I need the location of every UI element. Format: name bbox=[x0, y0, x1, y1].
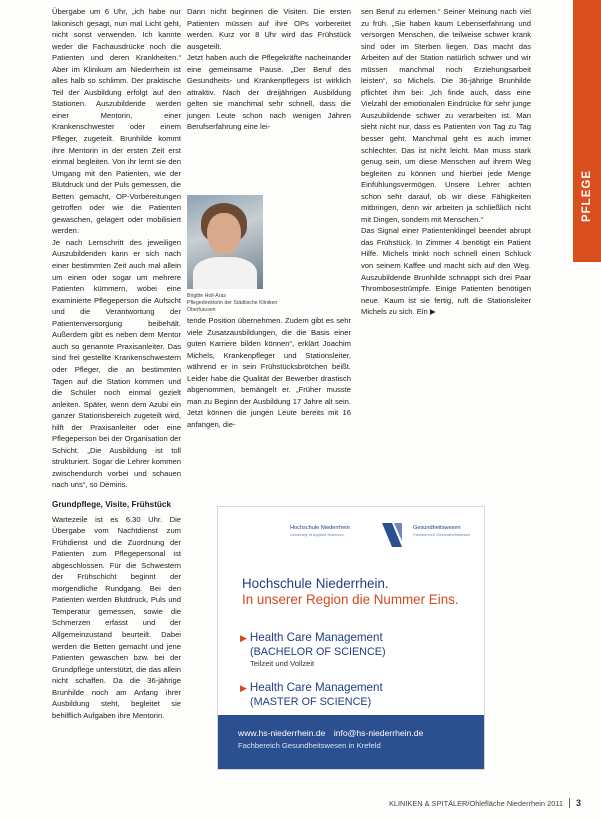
paragraph: Übergabe um 6 Uhr, „ich habe nur lakonisch gesagt, nun mal Licht geht, nicht sonst verwenden. Ich kannte weder die Fachausdrücke noch die Patienten und deren Krankheiten.“ Aber im Klinikum am Niederrhein ist alles halb so schlimm. Der praktische Teil der Ausbildung erfolgt auf den Stationen. Auszubildende werden einer Mentorin, einer Krankenschwester oder einem Pfleger, zugeteilt. Brunhilde kommt ihre Mentorin in der ersten Zeit erst einmal begleiten. Von ihr lernt sie den Umgang mit den Patienten, wie der Blutdruck und der Puls gemessen, die Betten gemacht, OP-Vorbereitungen getroffen oder wie die Patienten gewaschen, gelagert oder mobilisiert werden. bbox=[52, 7, 181, 236]
university-logo-text bbox=[290, 525, 376, 537]
arrow-right-icon: ▶ bbox=[240, 633, 247, 643]
paragraph bbox=[361, 225, 531, 317]
paragraph: Je nach Lernschritt des jeweiligen Auszubildenden kann er sich nach einer bestimmten Zeit auch mal allein um einen oder sogar um mehrere Patienten kümmern, wobei eine examinierte Pflegeperson die Aufsicht und die Verantwortung der Patientenversorgung beibehält. Außerdem gibt es neben dem Mentor auch so genannte Praxisanleiter. Das sind frei gestellte Krankenschwestern oder Pfleger, die an bestimmten Tagen auf die Station kommen und die Schüler noch einmal gezielt anleiten. Später, wenn dem Azubi ein ganzer Stationsbereich zugeteilt wird, hilft der Praxisanleiter oder eine Pflegeperson bei der Organisation der Schicht. „Die Ausbildung ist toll strukturiert. Sogar die Lehrer kommen zwischendurch vorbei und schauen nach uns“, so Demiris. bbox=[52, 237, 181, 490]
ad-contact-bar bbox=[218, 715, 484, 769]
paragraph: Jetzt haben auch die Pflegekräfte nacheinander eine gemeinsame Pause. „Der Beruf des Gesundheits- und Krankenpflegers ist wirklich attraktiv. Nach der dreijährigen Ausbildung gelten sie manchmal sehr schnell, dass die jungen Leute schon nach wenigen Jahren Berufserfahrung eine lei- bbox=[187, 53, 351, 132]
program-master bbox=[240, 681, 472, 709]
program-degree: (MASTER OF SCIENCE) bbox=[250, 695, 372, 708]
continue-arrow-icon: ▶ bbox=[429, 307, 436, 317]
article-column-middle-continued bbox=[187, 315, 351, 430]
article-column-left bbox=[52, 6, 181, 721]
logo2-tagline: Fachbereich Gesundheitswesen bbox=[413, 532, 471, 537]
photo-body bbox=[193, 257, 257, 289]
paragraph: Dann nicht beginnen die Visiten. Die ersten Patienten müssen auf ihre OPs vorbereitet werden. Kurz vor 8 Uhr wird das Frühstück ausgeteilt. bbox=[187, 7, 351, 51]
logo1-name: Hochschule Niederrhein bbox=[290, 525, 350, 531]
arrow-right-icon: ▶ bbox=[240, 683, 247, 693]
program-mode: Teilzeit und Vollzeit bbox=[250, 658, 315, 668]
section-tab bbox=[573, 0, 601, 262]
logo2-name: Gesundheitswesen bbox=[413, 525, 461, 531]
article-column-right bbox=[361, 6, 531, 318]
caption-name: Brigitte Holl-Aras bbox=[187, 293, 226, 299]
publication-name: KLINIKEN & SPITÄLER/Ohlefläche Niederrhein 2011 bbox=[388, 798, 563, 808]
paragraph: Wartezeile ist es 6.30 Uhr. Die Übergabe vom Nachtdienst zum Frühdienst und die Zuordnung der Patienten zum Pflegepersonal ist abgeschlossen. Für die Schwestern der Frühschicht beginnt der morgendliche Rundgang. Bei den Patienten werden Blutdruck, Puls und Temperatur gemessen, sowie die Schmerzen erfasst und der Allgemeinzustand beurteilt. Dabei werden die Betten gemacht und jene Patienten gewaschen bzw. bei der Grundpflege unterstützt, die das allein nicht schaffen. Da die 36-jährige Brunhilde noch am Anfang ihrer Ausbildung steht, begleitet sie behilflich Aufgaben ihre Mentorin. bbox=[52, 514, 181, 720]
ad-logos bbox=[290, 525, 476, 549]
logo1-tagline: University of Applied Sciences bbox=[290, 532, 344, 537]
advertisement[interactable] bbox=[217, 506, 485, 770]
page-number: 3 bbox=[575, 798, 581, 808]
program-title: Health Care Management bbox=[249, 631, 383, 644]
department-logo-text bbox=[413, 525, 499, 537]
photo-face bbox=[207, 213, 241, 255]
section-tab-label: PFLEGE bbox=[581, 169, 593, 223]
page-footer bbox=[389, 798, 581, 808]
paragraph-text: Das Signal einer Patientenklingel beendet abrupt das Frühstück. In Zimmer 4 benötigt ein Patient Hilfe. Michels trinkt noch schnell einen Schluck von seinem Kaffee und macht sich auf den Weg. Auszubildende Brunhilde schnappt sich drei Paar Thrombosestrümpfe. Einige Patienten benötigen neue. Kaum ist sie fertig, ruft die Stationsleiter Michels zu sich. Ein bbox=[361, 226, 531, 317]
website-link[interactable]: www.hs-niederrhein.de bbox=[238, 728, 326, 738]
footer-divider bbox=[569, 798, 570, 808]
department-location: Fachbereich Gesundheitswesen in Krefeld bbox=[238, 741, 381, 750]
paragraph: sen Beruf zu erlernen.“ Seiner Meinung nach viel zu früh. „Sie haben kaum Lebenserfahrung und versorgen Menschen, die teilweise schwer krank sind oder im Sterben liegen. Das macht das Arbeiten auf der Station natürlich schwer und wir müssen manchmal noch Erziehungsarbeit leisten“, so Michels. Die 36-jährige Brunhilde pflichtet ihm bei: „Ich finde auch, dass eine Vielzahl der emotionalen Eindrücke für sehr junge Auszubildende schwer zu verarbeiten ist. Man sieht nicht nur, dass es Patienten von Tag zu Tag besser geht. Manchmal geht es auch immer schlechter. Das ist nicht leicht. Man muss stark genug sein, um diese Menschen auf ihrem Weg begleiten zu können und hierbei jede Menge Einfühlungsvermögen. Unsere Lehrer achten schon sehr darauf, ob wir diese Fähigkeiten mitbringen, denn wir arbeiten ja schließlich nicht mit Dingen, sondern mit Menschen.“ bbox=[361, 7, 531, 224]
ad-subtitle: In unserer Region die Nummer Eins. bbox=[242, 591, 459, 607]
ad-headline bbox=[242, 576, 474, 607]
article-column-middle bbox=[187, 6, 351, 133]
photo-caption bbox=[187, 293, 307, 314]
caption-role: Pflegedirektorin der Städtische Kliniken Oberhausen bbox=[187, 300, 278, 313]
email-link[interactable]: info@hs-niederrhein.de bbox=[333, 728, 424, 738]
portrait-photo bbox=[187, 195, 263, 289]
university-logo-icon bbox=[380, 521, 404, 549]
program-degree: (BACHELOR OF SCIENCE) bbox=[250, 645, 386, 658]
subheading: Grundpflege, Visite, Frühstück bbox=[52, 499, 172, 509]
program-title: Health Care Management bbox=[249, 681, 383, 694]
program-bachelor bbox=[240, 631, 472, 669]
ad-title: Hochschule Niederrhein. bbox=[242, 576, 389, 591]
paragraph: tende Position übernehmen. Zudem gibt es sehr viele Zusatzausbildungen, die die Basis einer guten Karriere bilden können“, erklärt Joachim Michels, Krankenpfleger und Stationsleiter, während er in sein Frühstücksbrötchen beißt. Leider habe die Qualität der Bewerber drastisch abgenommen, bemängelt er. „Früher musste man zu Beginn der Ausbildung 17 Jahre alt sein. Jetzt können die jungen Leute bereits mit 16 anfangen, die- bbox=[187, 316, 351, 429]
